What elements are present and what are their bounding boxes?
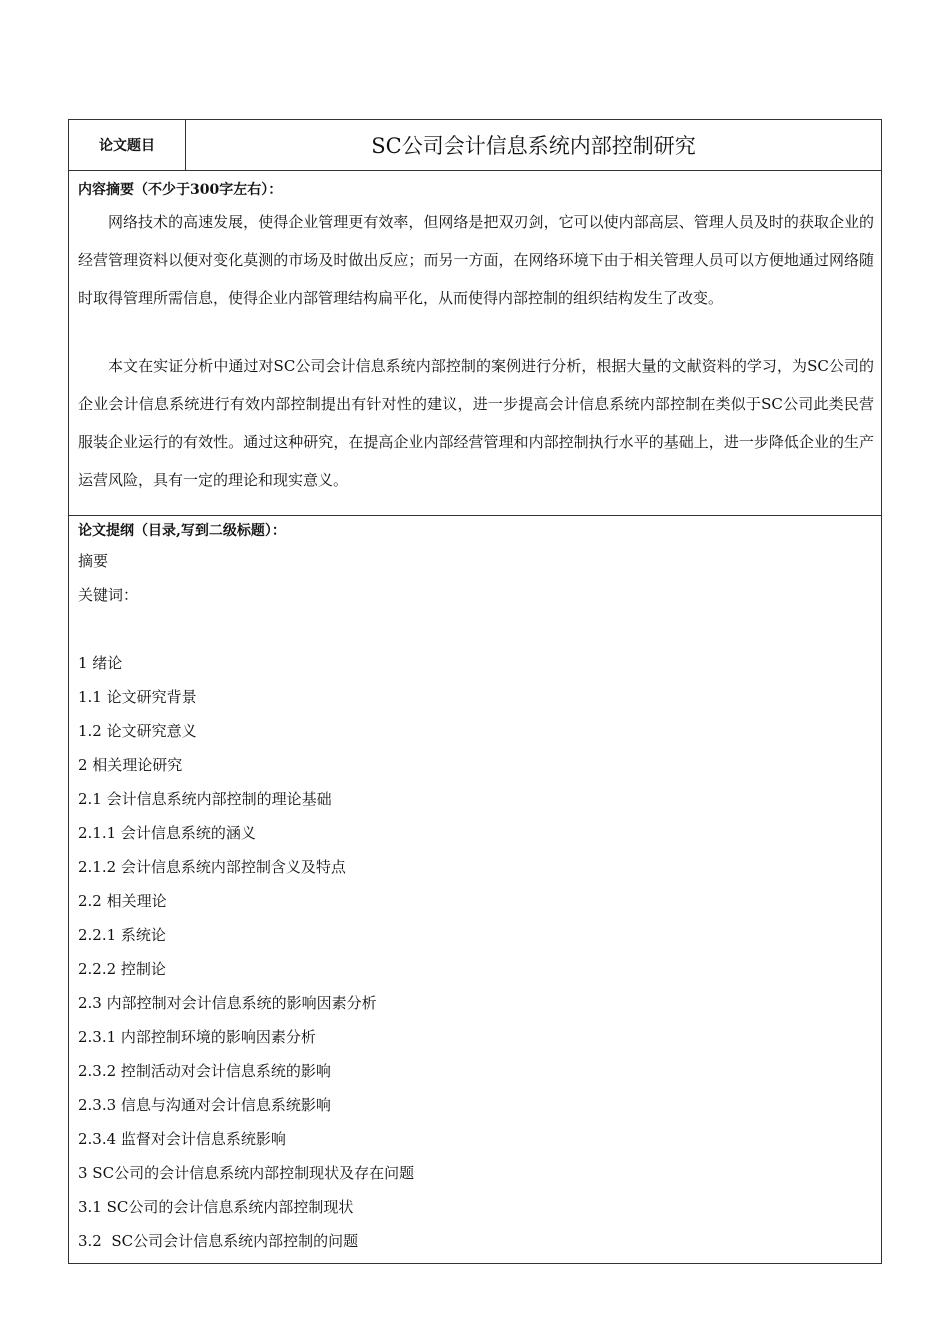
outline-item: 3 SC公司的会计信息系统内部控制现状及存在问题	[78, 1164, 415, 1182]
outline-list	[78, 544, 868, 1258]
outline-item: 1.2 论文研究意义	[78, 722, 197, 740]
outline-item: 2.1 会计信息系统内部控制的理论基础	[78, 790, 332, 808]
outline-item: 1 绪论	[78, 654, 123, 672]
outline-item	[78, 612, 868, 646]
outline-item: 1.1 论文研究背景	[78, 688, 197, 706]
outline-item: 2.3.3 信息与沟通对会计信息系统影响	[78, 1096, 331, 1114]
title-label: 论文题目	[69, 120, 186, 170]
outline-item: 摘要	[78, 552, 109, 570]
abstract-section	[69, 171, 881, 516]
thesis-title: SC公司会计信息系统内部控制研究	[371, 134, 696, 158]
outline-item: 2.3.2 控制活动对会计信息系统的影响	[78, 1062, 331, 1080]
outline-section	[69, 516, 881, 1264]
outline-item: 2.2.2 控制论	[78, 960, 166, 978]
outline-item: 关键词：	[78, 586, 139, 604]
outline-item: 2.2.1 系统论	[78, 926, 166, 944]
thesis-proposal-form	[68, 119, 882, 1264]
outline-item: 2.1.1 会计信息系统的涵义	[78, 824, 256, 842]
outline-item: 2.3.4 监督对会计信息系统影响	[78, 1130, 286, 1148]
outline-item: 2.2 相关理论	[78, 892, 167, 910]
outline-item: 2 相关理论研究	[78, 756, 183, 774]
outline-item: 3.1 SC公司的会计信息系统内部控制现状	[78, 1198, 354, 1216]
outline-item: 3.2 SC公司会计信息系统内部控制的问题	[78, 1232, 359, 1250]
abstract-paragraph-2: 本文在实证分析中通过对SC公司会计信息系统内部控制的案例进行分析，根据大量的文献资料的学习，为SC公司的企业会计信息系统进行有效内部控制提出有针对性的建议，进一步提高会计信息系统内部控制在类似于SC公司此类民营服装企业运行的有效性。通过这种研究，在提高企业内部经营管理和内部控制执行水平的基础上，进一步降低企业的生产运营风险，具有一定的理论和现实意义。	[78, 357, 874, 489]
outline-heading: 论文提纲（目录,写到二级标题）：	[78, 523, 286, 539]
outline-item: 2.3.1 内部控制环境的影响因素分析	[78, 1028, 316, 1046]
abstract-paragraph-1: 网络技术的高速发展，使得企业管理更有效率，但网络是把双刃剑，它可以使内部高层、管理人员及时的获取企业的经营管理资料以便对变化莫测的市场及时做出反应；而另一方面，在网络环境下由于相关管理人员可以方便地通过网络随时取得管理所需信息，使得企业内部管理结构扁平化，从而使得内部控制的组织结构发生了改变。	[78, 213, 874, 307]
title-row	[69, 120, 881, 171]
outline-item: 2.3 内部控制对会计信息系统的影响因素分析	[78, 994, 377, 1012]
abstract-heading: 内容摘要（不少于300字左右）：	[78, 182, 283, 198]
outline-item: 2.1.2 会计信息系统内部控制含义及特点	[78, 858, 346, 876]
